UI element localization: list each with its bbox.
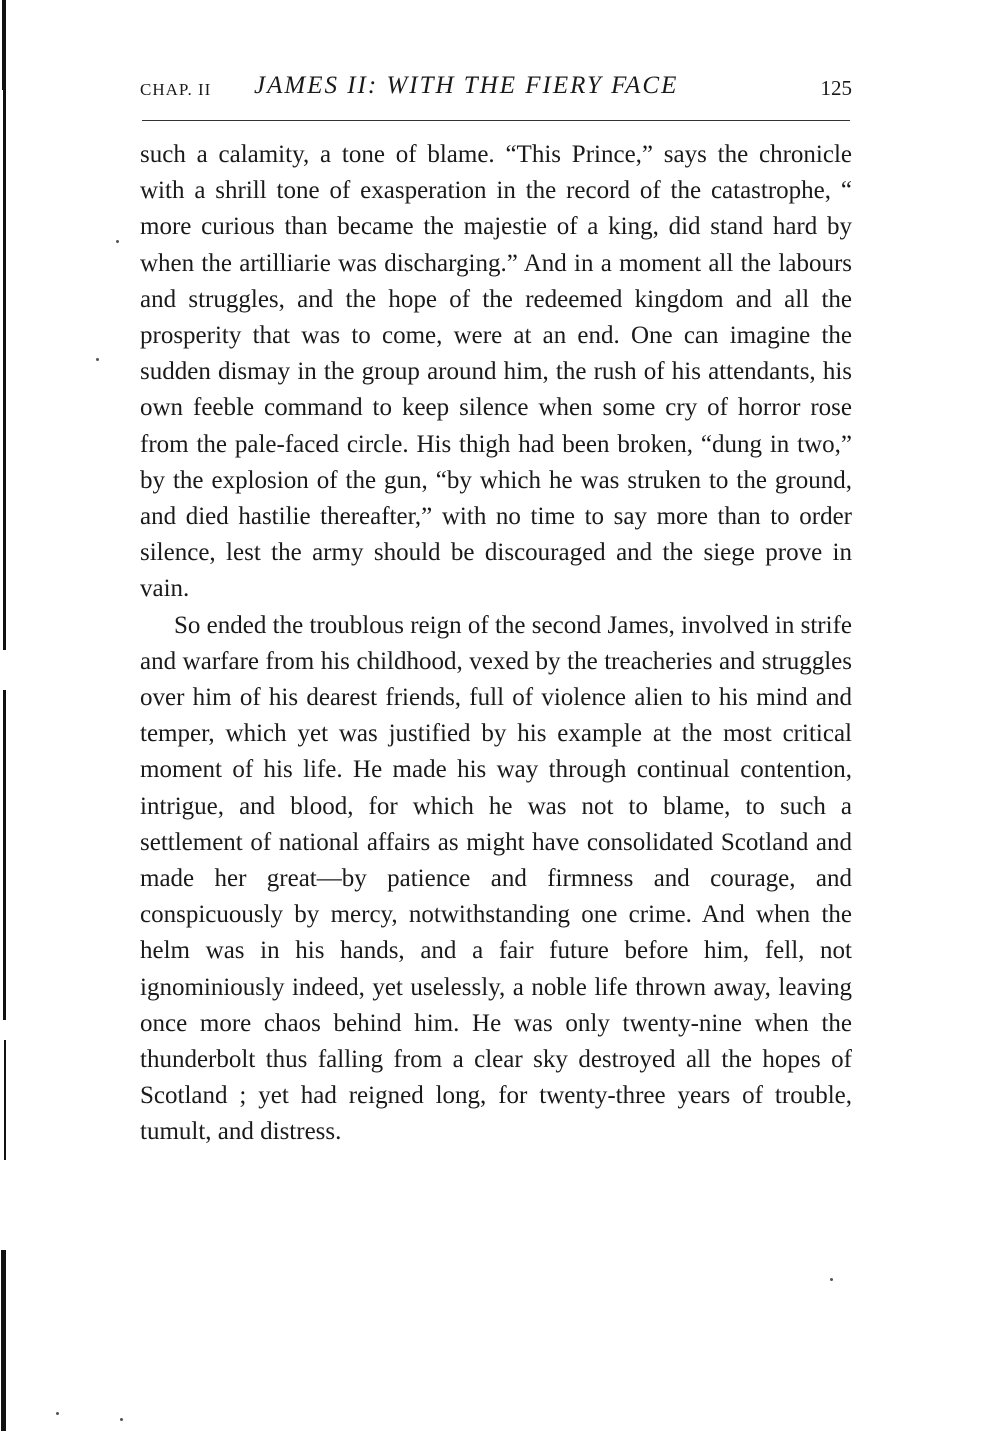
chapter-label: CHAP. II [140,80,212,99]
page-number: 125 [820,76,852,100]
running-title: JAMES II: WITH THE FIERY FACE [254,72,679,99]
scan-speck [120,1418,123,1421]
scan-speck [96,358,99,361]
scan-edge-shadow [0,0,10,1431]
scan-speck [56,1412,59,1415]
header-rule [142,120,850,121]
scan-speck [830,1278,833,1281]
running-header [140,72,852,108]
paragraph: such a calamity, a tone of blame. “This Prince,” says the chronicle with a shrill tone of exasperation in the record of the catastrophe, “ more curious than became the majestie of a king, did stand hard by when the artilliarie was discharging.” And in a moment all the labours and struggles, and the hope of the redeemed kingdom and all the prosperity that was to come, were at an end. One can imagine the sudden dismay in the group around him, the rush of his attendants, his own feeble command to keep silence when some cry of horror rose from the pale-faced circle. His thigh had been broken, “dung in two,” by the explosion of the gun, “by which he was struken to the ground, and died hastilie thereafter,” with no time to say more than to order silence, lest the army should be discouraged and the siege prove in vain. [140,141,852,603]
paragraph: So ended the troublous reign of the second James, involved in strife and warfare from his childhood, vexed by the treacheries and struggles over him of his dearest friends, full of violence alien to his mind and temper, which yet was justified by his example at the most critical moment of his life. He made his way through continual contention, intrigue, and blood, for which he was not to blame, to such a settlement of national affairs as might have consolidated Scotland and made her great—by patience and firmness and courage, and conspicuously by mercy, notwithstanding one crime. And when the helm was in his hands, and a fair future before him, fell, not ignominiously indeed, yet uselessly, a noble life thrown away, leaving once more chaos behind him. He was only twenty-nine when the thunderbolt thus falling from a clear sky destroyed all the hopes of Scotland ; yet had reigned long, for twenty-three years of trouble, tumult, and distress. [140,611,852,1146]
scan-speck [116,240,119,243]
page-body [140,137,852,1151]
